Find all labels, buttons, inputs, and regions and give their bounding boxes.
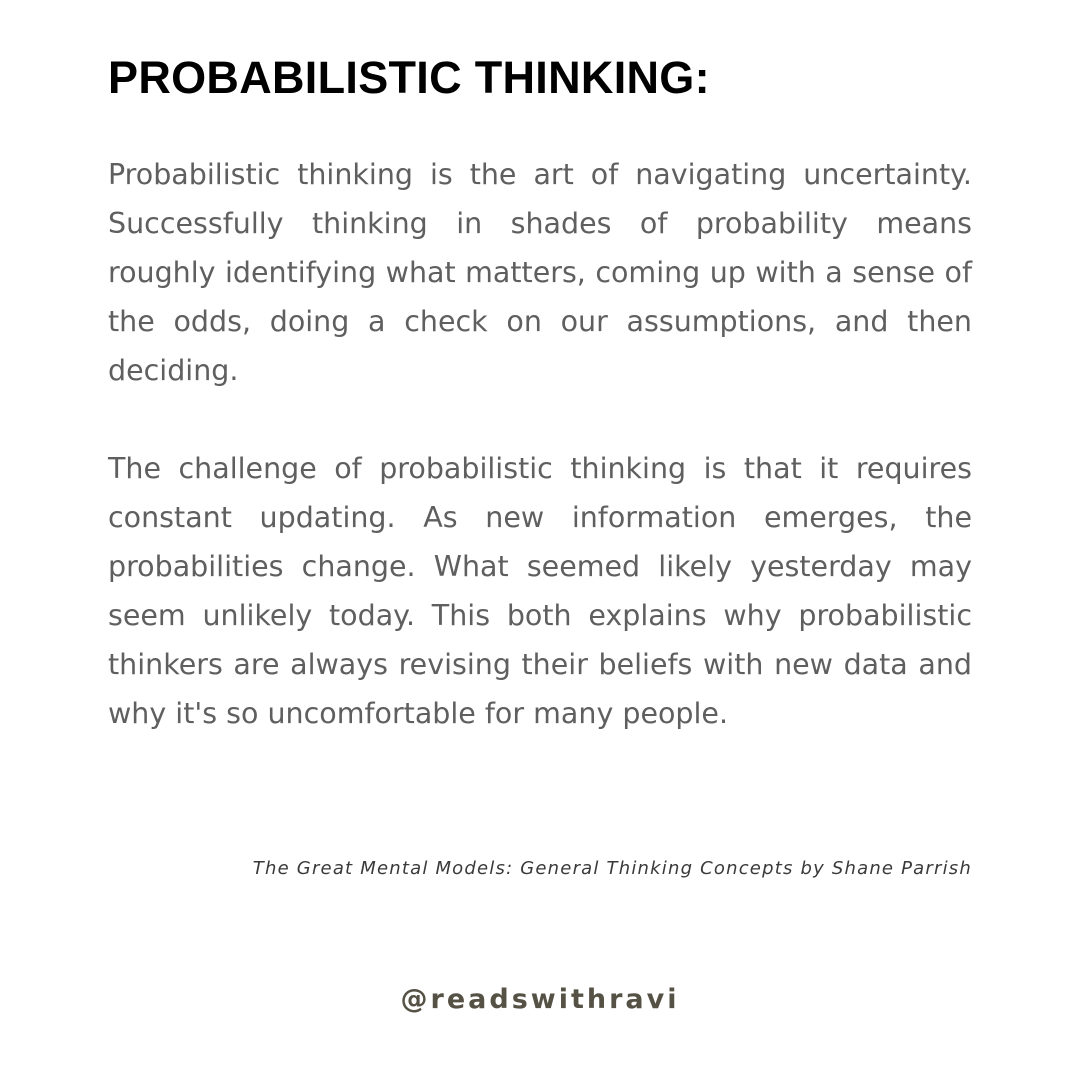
author-handle: @readswithravi xyxy=(400,984,680,1015)
paragraph-2: The challenge of probabilistic thinking is that it requires constant updating. As new information emerges, the probabilities change. What seemed likely yesterday may seem unlikely today. This both explains why probabilistic thinkers are always revising their beliefs with new data and why it's so uncomfortable for many people. xyxy=(108,452,972,730)
paragraph-1: Probabilistic thinking is the art of navigating uncertainty. Successfully thinking in shades of probability means roughly identifying what matters, coming up with a sense of the odds, doing a check on our assumptions, and then deciding. xyxy=(108,158,972,387)
book-citation: The Great Mental Models: General Thinking Concepts by Shane Parrish xyxy=(252,858,972,879)
body-text xyxy=(108,150,972,738)
page-title: PROBABILISTIC THINKING: xyxy=(108,52,710,103)
